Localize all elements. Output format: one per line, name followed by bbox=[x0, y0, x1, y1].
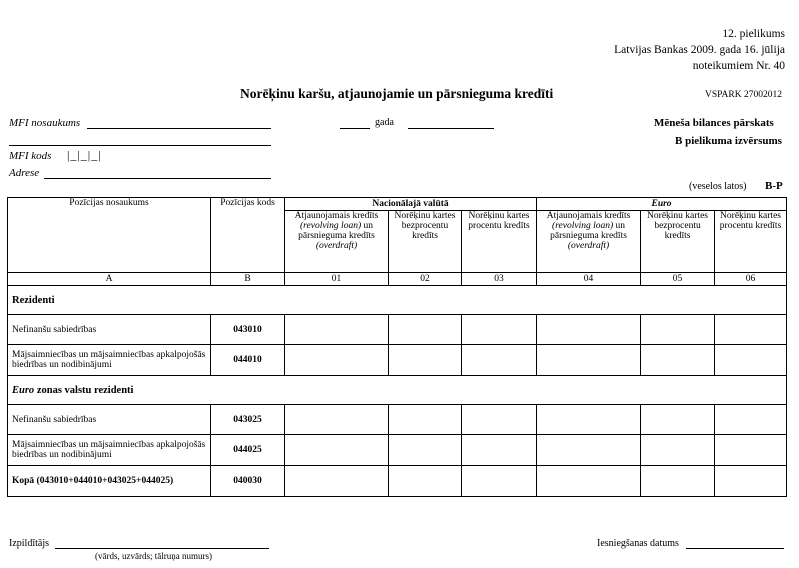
submission-date-label: Iesniegšanas datums bbox=[597, 538, 679, 549]
header-euro: Euro bbox=[537, 198, 787, 211]
address-field[interactable] bbox=[44, 178, 271, 179]
section-euro-word: Euro bbox=[12, 384, 35, 396]
header-position-name: Pozīcijas nosaukums bbox=[8, 198, 211, 273]
data-cell[interactable] bbox=[462, 466, 537, 497]
table-row bbox=[8, 315, 787, 345]
data-cell[interactable] bbox=[715, 405, 787, 435]
data-cell[interactable] bbox=[389, 315, 462, 345]
data-cell[interactable] bbox=[641, 315, 715, 345]
month-field[interactable] bbox=[408, 128, 494, 129]
overdraft-term: (overdraft) bbox=[567, 241, 610, 251]
row-name: Mājsaimniecības un mājsaimniecības apkalpojošās biedrības un nodibinājumi bbox=[8, 435, 211, 466]
year-field[interactable] bbox=[340, 128, 370, 129]
annex-line-1: 12. pielikums bbox=[722, 28, 785, 40]
data-cell[interactable] bbox=[715, 345, 787, 376]
data-cell[interactable] bbox=[641, 466, 715, 497]
col-letter: 02 bbox=[389, 273, 462, 286]
header-revolving-euro bbox=[537, 211, 641, 273]
section-residents: Rezidenti bbox=[8, 286, 787, 315]
executor-hint: (vārds, uzvārds; tālruņa numurs) bbox=[95, 551, 212, 561]
table-row bbox=[8, 435, 787, 466]
data-cell[interactable] bbox=[462, 435, 537, 466]
submission-date-field[interactable] bbox=[686, 548, 784, 549]
annex-line-3: noteikumiem Nr. 40 bbox=[692, 60, 785, 72]
annex-line-2: Latvijas Bankas 2009. gada 16. jūlija bbox=[614, 44, 785, 56]
section-euro-zone bbox=[8, 376, 787, 405]
row-code: 044025 bbox=[211, 435, 285, 466]
data-cell[interactable] bbox=[537, 405, 641, 435]
data-cell[interactable] bbox=[641, 345, 715, 376]
address-label: Adrese bbox=[9, 167, 40, 179]
table-row bbox=[8, 345, 787, 376]
header-interest-free-national: Norēķinu kartes bezprocentu kredīts bbox=[389, 211, 462, 273]
col-letter: 06 bbox=[715, 273, 787, 286]
row-code: 044010 bbox=[211, 345, 285, 376]
data-cell[interactable] bbox=[641, 405, 715, 435]
data-cell[interactable] bbox=[537, 466, 641, 497]
revolving-loan-text: (revolving loan) bbox=[300, 221, 362, 231]
header-interest-national: Norēķinu kartes procentu kredīts bbox=[462, 211, 537, 273]
data-cell[interactable] bbox=[462, 405, 537, 435]
executor-label: Izpildītājs bbox=[9, 538, 49, 549]
data-cell[interactable] bbox=[537, 345, 641, 376]
header-revolving-national bbox=[285, 211, 389, 273]
executor-field[interactable] bbox=[55, 548, 269, 549]
overdraft-term: (overdraft) bbox=[315, 241, 358, 251]
data-cell[interactable] bbox=[537, 435, 641, 466]
mfi-name-field[interactable] bbox=[87, 128, 271, 129]
revolving-text: Atjaunojamais kredīts bbox=[294, 211, 379, 221]
form-title: Norēķinu karšu, atjaunojamie un pārsnieguma kredīti bbox=[240, 86, 554, 101]
header-national-currency: Nacionālajā valūtā bbox=[285, 198, 537, 211]
overdraft-text: pārsnieguma kredīts bbox=[298, 231, 375, 241]
mfi-name-field-line2[interactable] bbox=[9, 145, 271, 146]
units-code: B-P bbox=[765, 180, 783, 192]
row-name: Nefinanšu sabiedrības bbox=[8, 315, 211, 345]
col-letter: 03 bbox=[462, 273, 537, 286]
data-cell[interactable] bbox=[389, 405, 462, 435]
revolving-text: Atjaunojamais kredīts bbox=[546, 211, 631, 221]
data-cell[interactable] bbox=[641, 435, 715, 466]
units-label: (veselos latos) bbox=[689, 181, 747, 192]
revolving-and-text: un bbox=[363, 221, 373, 231]
mfi-code-label: MFI kods bbox=[9, 150, 52, 162]
col-letter: A bbox=[8, 273, 211, 286]
data-cell[interactable] bbox=[715, 435, 787, 466]
year-label: gada bbox=[375, 117, 394, 128]
revolving-loan-text: (revolving loan) bbox=[552, 221, 614, 231]
mfi-name-label: MFI nosaukums bbox=[9, 117, 81, 129]
row-code: 043025 bbox=[211, 405, 285, 435]
data-cell[interactable] bbox=[285, 435, 389, 466]
data-cell[interactable] bbox=[389, 345, 462, 376]
section-euro-rest: zonas valstu rezidenti bbox=[36, 384, 134, 396]
row-code: 043010 bbox=[211, 315, 285, 345]
total-name: Kopā (043010+044010+043025+044025) bbox=[8, 466, 211, 497]
col-letter: 04 bbox=[537, 273, 641, 286]
data-cell[interactable] bbox=[715, 315, 787, 345]
header-interest-free-euro: Norēķinu kartes bezprocentu kredīts bbox=[641, 211, 715, 273]
row-name: Nefinanšu sabiedrības bbox=[8, 405, 211, 435]
data-cell[interactable] bbox=[389, 466, 462, 497]
total-row bbox=[8, 466, 787, 497]
header-position-code: Pozīcijas kods bbox=[211, 198, 285, 273]
form-code: VSPARK 27002012 bbox=[705, 90, 782, 100]
mfi-code-boxes[interactable]: |_|_|_| bbox=[67, 148, 102, 162]
data-cell[interactable] bbox=[285, 315, 389, 345]
data-cell[interactable] bbox=[537, 315, 641, 345]
appendix-label: B pielikuma izvērsums bbox=[675, 135, 782, 147]
data-cell[interactable] bbox=[285, 405, 389, 435]
section-row-euro-zone bbox=[8, 376, 787, 405]
overdraft-text: pārsnieguma kredīts bbox=[550, 231, 627, 241]
credits-table bbox=[7, 197, 787, 497]
section-row-residents bbox=[8, 286, 787, 315]
data-cell[interactable] bbox=[285, 345, 389, 376]
header-interest-euro: Norēķinu kartes procentu kredīts bbox=[715, 211, 787, 273]
table-row bbox=[8, 405, 787, 435]
data-cell[interactable] bbox=[389, 435, 462, 466]
data-cell[interactable] bbox=[462, 345, 537, 376]
col-letter: B bbox=[211, 273, 285, 286]
data-cell[interactable] bbox=[462, 315, 537, 345]
col-letter: 05 bbox=[641, 273, 715, 286]
annex-reference bbox=[614, 26, 785, 74]
column-letters-row bbox=[8, 273, 787, 286]
revolving-and-text: un bbox=[615, 221, 626, 231]
total-code: 040030 bbox=[211, 466, 285, 497]
col-letter: 01 bbox=[285, 273, 389, 286]
row-name: Mājsaimniecības un mājsaimniecības apkalpojošās biedrības un nodibinājumi bbox=[8, 345, 211, 376]
data-cell[interactable] bbox=[715, 466, 787, 497]
report-type: Mēneša bilances pārskats bbox=[654, 117, 774, 129]
data-cell[interactable] bbox=[285, 466, 389, 497]
